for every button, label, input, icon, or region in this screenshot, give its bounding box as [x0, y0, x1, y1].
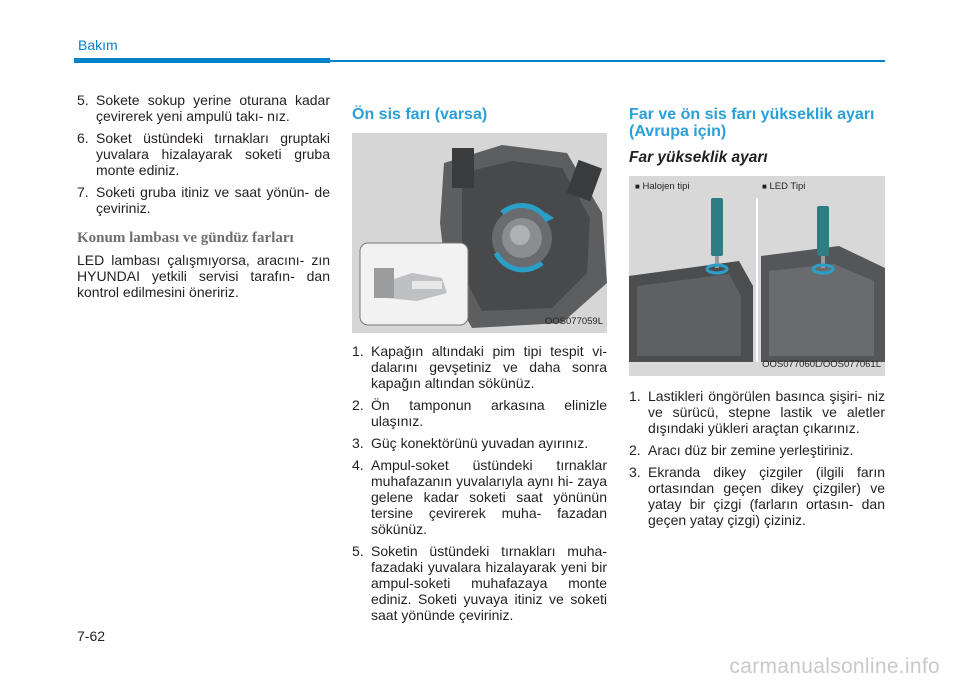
header-rule-thin	[330, 60, 885, 62]
watermark: carmanualsonline.info	[729, 655, 940, 678]
page-number: 7-62	[77, 628, 106, 644]
column-left	[77, 92, 330, 300]
section-label: Bakım	[78, 37, 118, 53]
list-item: 7. Soketi gruba itiniz ve saat yönün- de çeviriniz.	[77, 184, 330, 216]
figure-caption-fog: OOS077059L	[544, 316, 603, 327]
headlamp-illustration	[629, 176, 885, 376]
steps-list-fog	[352, 343, 607, 623]
list-item: 3. Güç konektörünü yuvadan ayırınız.	[352, 435, 589, 451]
list-item: 5. Soketin üstündeki tırnakları muha- fazadaki yuvalara hizalayarak yeni bir ampul-soketi muhafazaya monte ediniz. Soketi yuvaya itiniz ve soketi saat yönünde çeviriniz.	[352, 543, 607, 623]
list-item: 1. Lastikleri öngörülen basınca şişiri- niz ve sürücü, stepne lastik ve aletler dışındaki yükleri araçtan çıkarınız.	[629, 388, 885, 436]
heading-headlamp-aiming: Far ve ön sis farı yükseklik ayarı (Avrupa için)	[629, 106, 875, 140]
fog-lamp-illustration	[352, 133, 607, 333]
subheading-headlamp-height: Far yükseklik ayarı	[629, 149, 768, 166]
header-rule-thick	[74, 58, 330, 63]
subheading-position-lamp: Konum lambası ve gündüz farları	[77, 230, 294, 246]
list-item: 3. Ekranda dikey çizgiler (ilgili farın ortasından geçen dikey çizgiler) ve yatay bir çizgi (farların ortasın- dan geçen yatay çizgi) çiziniz.	[629, 464, 885, 528]
steps-list-aiming	[629, 388, 885, 528]
fog-lamp-figure	[352, 133, 607, 333]
column-right	[629, 106, 885, 534]
label-led: ■ LED Tipi	[762, 181, 806, 192]
headlamp-aiming-figure	[629, 176, 885, 376]
paragraph-led-note: LED lambası çalışmıyorsa, aracını- zın HYUNDAI yetkili servisi tarafın- dan kontrol edilmesini öneririz.	[77, 252, 330, 300]
heading-fog-lamp: Ön sis farı (varsa)	[352, 106, 488, 123]
steps-list-continued	[77, 92, 330, 216]
column-middle	[352, 106, 607, 629]
figure-caption-aiming: OOS077060L/OOS077061L	[762, 359, 881, 370]
label-halogen: ■ Halojen tipi	[635, 181, 690, 192]
square-bullet-icon: ■	[635, 182, 640, 191]
list-item: 1. Kapağın altındaki pim tipi tespit vi- dalarını gevşetiniz ve daha sonra kapağın altından sökünüz.	[352, 343, 607, 391]
list-item: 2. Ön tamponun arkasına elinizle ulaşınız.	[352, 397, 607, 429]
list-item: 2. Aracı düz bir zemine yerleştiriniz.	[629, 442, 854, 458]
list-item: 4. Ampul-soket üstündeki tırnaklar muhafazanın yuvalarıyla aynı hi- zaya gelene kadar soketi saat yönünün tersine çevirerek muha- fazadan sökünüz.	[352, 457, 607, 537]
square-bullet-icon: ■	[762, 182, 767, 191]
list-item: 6. Soket üstündeki tırnakları gruptaki yuvalara hizalayarak soketi gruba monte ediniz.	[77, 130, 330, 178]
list-item: 5. Sokete sokup yerine oturana kadar çevirerek yeni ampulü takı- nız.	[77, 92, 330, 124]
